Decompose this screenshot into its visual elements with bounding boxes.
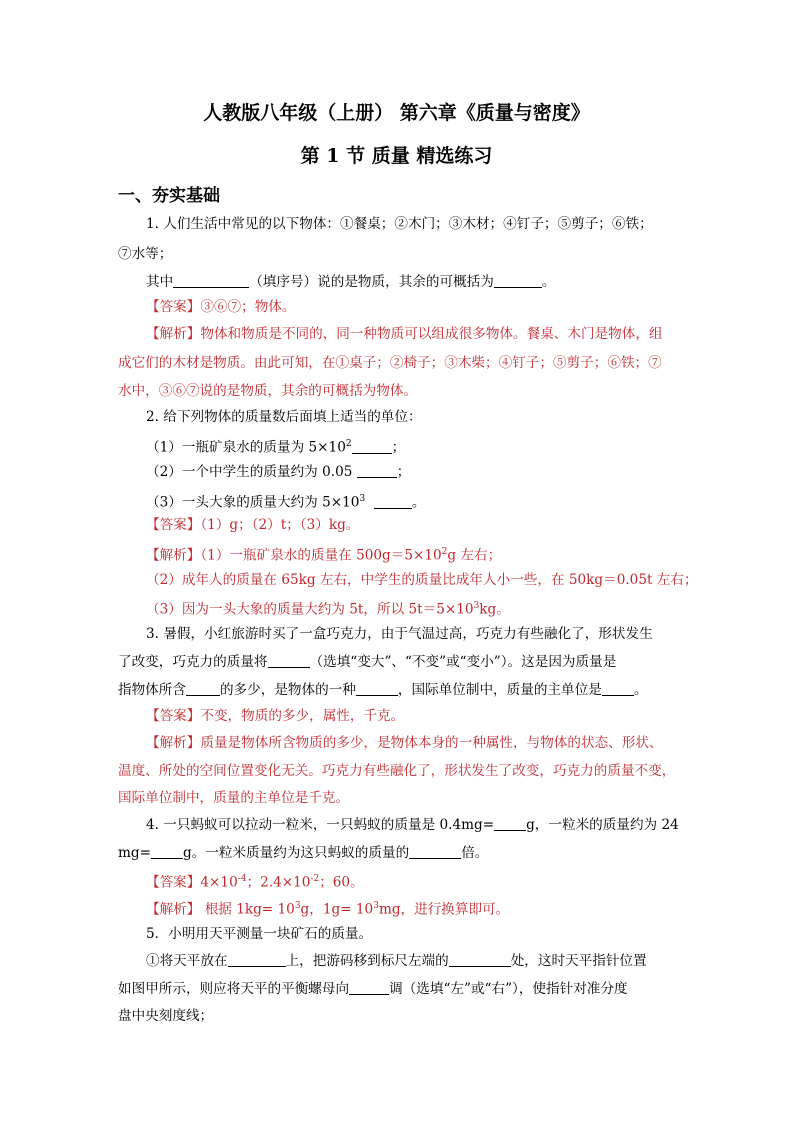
- text: 其中: [146, 274, 174, 290]
- analysis-line: 温度、所处的空间位置变化无关。巧克力有些融化了，形状发生了改变，巧克力的质量不变，: [118, 763, 676, 779]
- q3-line: 3. 暑假，小红旅游时买了一盒巧克力，由于气温过高，巧克力有些融化了，形状发生: [146, 626, 653, 642]
- answer-blank: [449, 952, 511, 967]
- q1-line: 1. 人们生活中常见的以下物体：①餐桌；②木门；③木材；④钉子；⑤剪子；⑥铁；: [146, 216, 653, 232]
- text: ；: [396, 464, 411, 480]
- answer-tag: 【答案】: [146, 517, 201, 533]
- answer-text: ；2.4×10: [246, 874, 311, 891]
- text: 了改变，巧克力的质量将: [118, 654, 268, 670]
- q5-line: [118, 979, 628, 999]
- text: （选填“变大”、“不变”或“变小”）。这是因为质量是: [309, 654, 617, 670]
- answer-tag: 【答案】: [146, 299, 201, 315]
- analysis-text: 物体和物质是不同的，同一种物质可以组成很多物体。餐桌、木门是物体，组: [200, 326, 663, 342]
- answer-blank: [228, 952, 286, 967]
- answer-line: [146, 515, 359, 535]
- text: 调（选填“左”或“右”），使指针对准分度: [389, 981, 628, 997]
- analysis-line: [146, 596, 510, 620]
- analysis-line: 成它们的木材是物质。由此可知，在①桌子；②椅子；③木柴；④钉子；⑤剪子；⑥铁；⑦: [118, 355, 662, 371]
- analysis-line: 水中，③⑥⑦说的是物质，其余的可概括为物体。: [118, 383, 418, 399]
- answer-blank: [356, 681, 398, 696]
- q2-sub-line: [146, 434, 405, 458]
- text: 4. 一只蚂蚁可以拉动一粒米，一只蚂蚁的质量是 0.4mg=: [146, 817, 495, 833]
- document-title: 人教版八年级（上册） 第六章《质量与密度》: [203, 102, 590, 124]
- answer-blank: [409, 844, 461, 859]
- q5-line: 5．小明用天平测量一块矿石的质量。: [146, 926, 373, 942]
- answer-blank: [352, 439, 392, 454]
- q1-line: ⑦水等；: [118, 246, 173, 262]
- text: ①将天平放在: [146, 953, 228, 969]
- answer-blank: [357, 463, 397, 478]
- analysis-text: g，1g= 10: [300, 901, 374, 918]
- superscript: -4: [237, 874, 247, 884]
- document-subtitle: 第 1 节 质量 精选练习: [300, 145, 493, 167]
- text: ；: [391, 439, 406, 456]
- analysis-text: kg。: [479, 601, 510, 618]
- section-heading: 一、夯实基础: [118, 186, 220, 206]
- analysis-tag: 【解析】: [146, 735, 201, 751]
- answer-blank: [494, 816, 526, 831]
- text: 上，把游码移到标尺左端的: [285, 953, 449, 969]
- analysis-tag: 【解析】: [146, 901, 201, 918]
- q2-sub-line: [146, 462, 410, 482]
- answer-text: 不变，物质的多少，属性，千克。: [200, 708, 405, 724]
- answer-text: ③⑥⑦；物体。: [200, 299, 296, 315]
- answer-tag: 【答案】: [146, 874, 201, 891]
- text: 。: [633, 682, 648, 698]
- superscript: 3: [294, 901, 301, 911]
- text: （3）一头大象的质量大约为 5×10: [146, 494, 360, 511]
- superscript: -2: [310, 874, 320, 884]
- analysis-line: 国际单位制中，质量的主单位是千克。: [118, 790, 350, 806]
- text: g。一粒米质量约为这只蚂蚁的质量的: [182, 845, 410, 861]
- answer-line: [146, 297, 296, 317]
- text: 倍。: [461, 845, 489, 861]
- answer-line: [146, 869, 364, 893]
- text: 如图甲所示，则应将天平的平衡螺母向: [118, 981, 350, 997]
- q5-line: [146, 951, 647, 971]
- superscript: 3: [373, 901, 379, 911]
- analysis-line: [146, 542, 501, 566]
- answer-text: ；60。: [319, 874, 364, 891]
- superscript: 3: [473, 601, 480, 611]
- answer-blank: [151, 844, 183, 859]
- q2-line: 2. 给下列物体的质量数后面填上适当的单位：: [146, 409, 422, 425]
- analysis-line: [146, 733, 663, 753]
- superscript: 2: [345, 439, 352, 449]
- answer-blank: [268, 653, 310, 668]
- text: g，一粒米的质量约为 24: [526, 817, 679, 833]
- q1-blank-line: [146, 272, 555, 292]
- q2-sub-line: [146, 489, 425, 513]
- text: mg=: [118, 845, 151, 861]
- q3-line: [118, 652, 616, 672]
- superscript: 3: [359, 494, 366, 504]
- answer-blank: [173, 273, 249, 288]
- answer-text: （1）g；（2）t；（3）kg。: [200, 517, 360, 533]
- analysis-tag: 【解析】: [146, 326, 201, 342]
- analysis-text: g 左右；: [447, 547, 502, 564]
- answer-text: 4×10: [200, 874, 238, 891]
- superscript: 2: [441, 547, 448, 557]
- analysis-text: （3）因为一头大象的质量大约为 5t，所以 5t＝5×10: [146, 601, 474, 618]
- answer-blank: [602, 681, 634, 696]
- analysis-line: [146, 324, 663, 344]
- analysis-text: 根据 1kg= 10: [200, 901, 295, 918]
- text: （填序号）说的是物质，其余的可概括为: [249, 274, 494, 290]
- q3-line: [118, 680, 647, 700]
- answer-blank: [349, 980, 389, 995]
- answer-line: [146, 706, 404, 726]
- analysis-line: [146, 896, 509, 920]
- text: （1）一瓶矿泉水的质量为 5×10: [146, 439, 346, 456]
- text: 处，这时天平指针位置: [510, 953, 647, 969]
- analysis-text: mg，进行换算即可。: [378, 901, 510, 918]
- text: （2）一个中学生的质量约为 0.05: [146, 464, 353, 480]
- answer-blank: [374, 494, 412, 509]
- text: 。: [541, 274, 556, 290]
- answer-blank: [186, 681, 220, 696]
- answer-blank: [494, 273, 542, 288]
- q4-line: [146, 815, 679, 835]
- text: 。: [411, 494, 426, 511]
- q4-line: [118, 843, 488, 863]
- analysis-text: 质量是物体所含物质的多少，是物体本身的一种属性，与物体的状态、形状、: [200, 735, 663, 751]
- text: 的多少，是物体的一种: [219, 682, 356, 698]
- analysis-tag: 【解析】: [146, 547, 201, 564]
- text: ，国际单位制中，质量的主单位是: [397, 682, 602, 698]
- answer-tag: 【答案】: [146, 708, 201, 724]
- q5-line: 盘中央刻度线；: [118, 1008, 214, 1024]
- text: 指物体所含: [118, 682, 186, 698]
- analysis-line: （2）成年人的质量在 65kg 左右，中学生的质量比成年人小一些，在 50kg＝0.05t 左右；: [146, 572, 698, 588]
- analysis-text: （1）一瓶矿泉水的质量在 500g＝5×10: [200, 547, 442, 564]
